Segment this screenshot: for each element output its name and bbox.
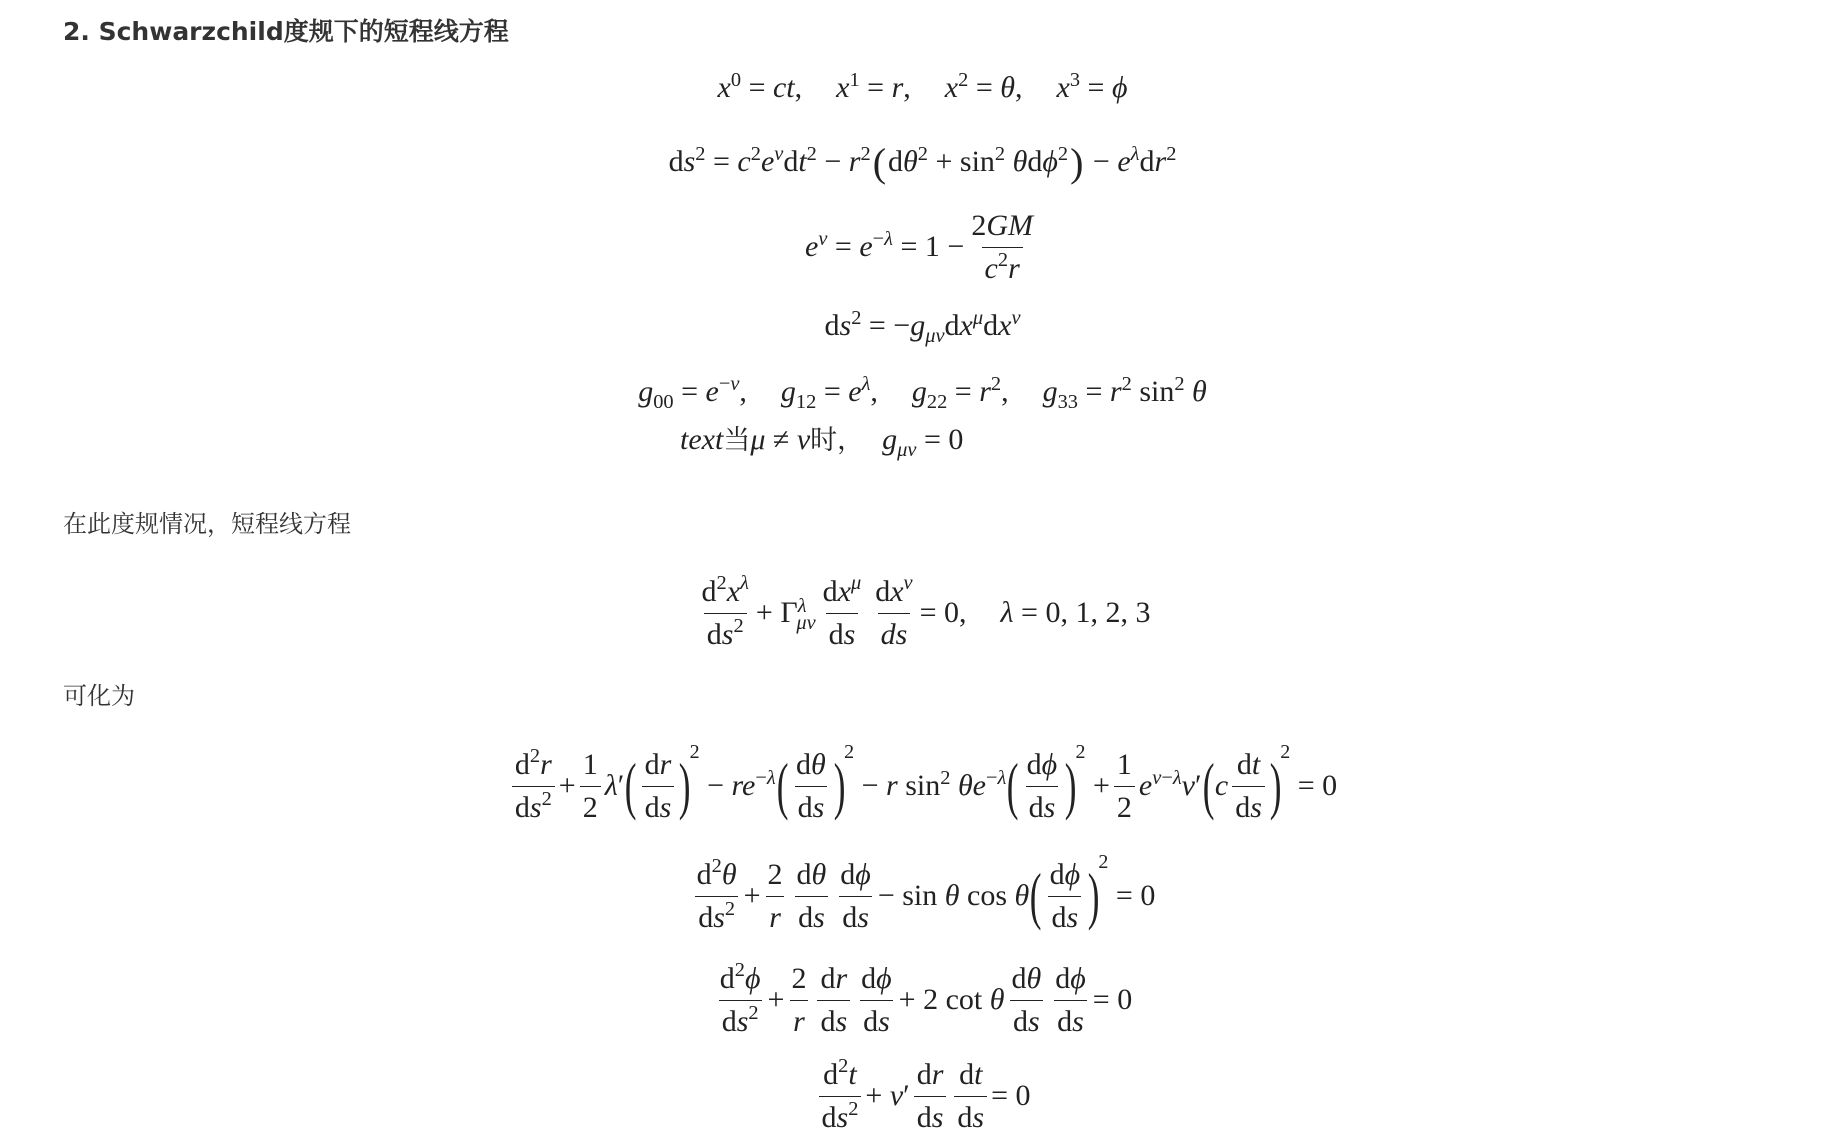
equation-offdiagonal: text 当 μ ≠ ν 时， $g_{\mu\nu} = 0$ [680, 423, 964, 462]
equation-theta: $\frac{d^2\theta}{ds^2}$ + $\frac{2}{r}$ $\frac{d\theta}{ds}$ $\frac{d\phi}{ds}$ − sin θ cos θ ( $\frac{d\phi}{ds}$ ) 2 = 0 [696, 850, 1156, 934]
equation-metric-components: $g_{00} = e^{-\nu}$, $g_{12} = e^\lambda$, $g_{22} = r^2$, $g_{33} = r^2$ $\sin^2 \theta$ [638, 372, 1207, 414]
equation-t: $\frac{d^2t}{ds^2}$ + ν′ $\frac{dr}{ds}$ $\frac{dt}{ds}$ = 0 [0, 1054, 1845, 1138]
equation-phi: $\frac{d^2\phi}{ds^2}$ + $\frac{2}{r}$ $\frac{dr}{ds}$ $\frac{d\phi}{ds}$ + 2 cot θ $\frac{d\theta}{ds}$ $\frac{d\phi}{ds}$ = 0 [719, 959, 1133, 1038]
equation-line-element: $ds^2 = -g_{\mu\nu}dx^\mu dx^\nu$ [824, 306, 1021, 348]
equation-enu: $e^\nu = e^{-\lambda} = 1$ − $\frac{2GM}{c^2r}$ [805, 208, 1033, 285]
section-heading: 2. Schwarzchild度规下的短程线方程 [63, 17, 509, 46]
equation-metric: $ds^2 = c^2e^\nu dt^2 - r^2$ ( $d\theta^2 + \sin^2 \theta d\phi^2$ ) − $e^\lambda dr^2$ [668, 139, 1177, 185]
equation-geodesic: $\frac{d^2x^\lambda}{ds^2}$ + $\Gamma^\lambda_{\mu\nu}$ $\frac{dx^\mu}{ds}$ $\frac{dx^\nu}{ds}$ = 0, λ = 0, 1, 2, 3 [701, 572, 1151, 651]
paragraph-reduces: 可化为 [63, 682, 135, 710]
equation-coordinates: $x^0$ = ct, $x^1 = r$, $x^2 = \theta$, $x^3 = \phi$ [717, 68, 1128, 104]
paragraph-geodesic: 在此度规情况，短程线方程 [63, 510, 351, 538]
equation-r: $\frac{d^2r}{ds^2}$ + $\frac{1}{2}$ λ′ ( $\frac{dr}{ds}$ ) 2 − $re^{-\lambda}$ ( $\frac{d\theta}{ds}$ ) 2 − r $\sin^2 \theta e^{-\lambda}$ ( $\frac{d\phi}{ds}$ ) 2 + $\frac{1}{2}$ $e^{\nu-\lambda}\nu'$ ( c $\frac{dt}{ds}$ ) 2 = 0 [0, 740, 1845, 832]
